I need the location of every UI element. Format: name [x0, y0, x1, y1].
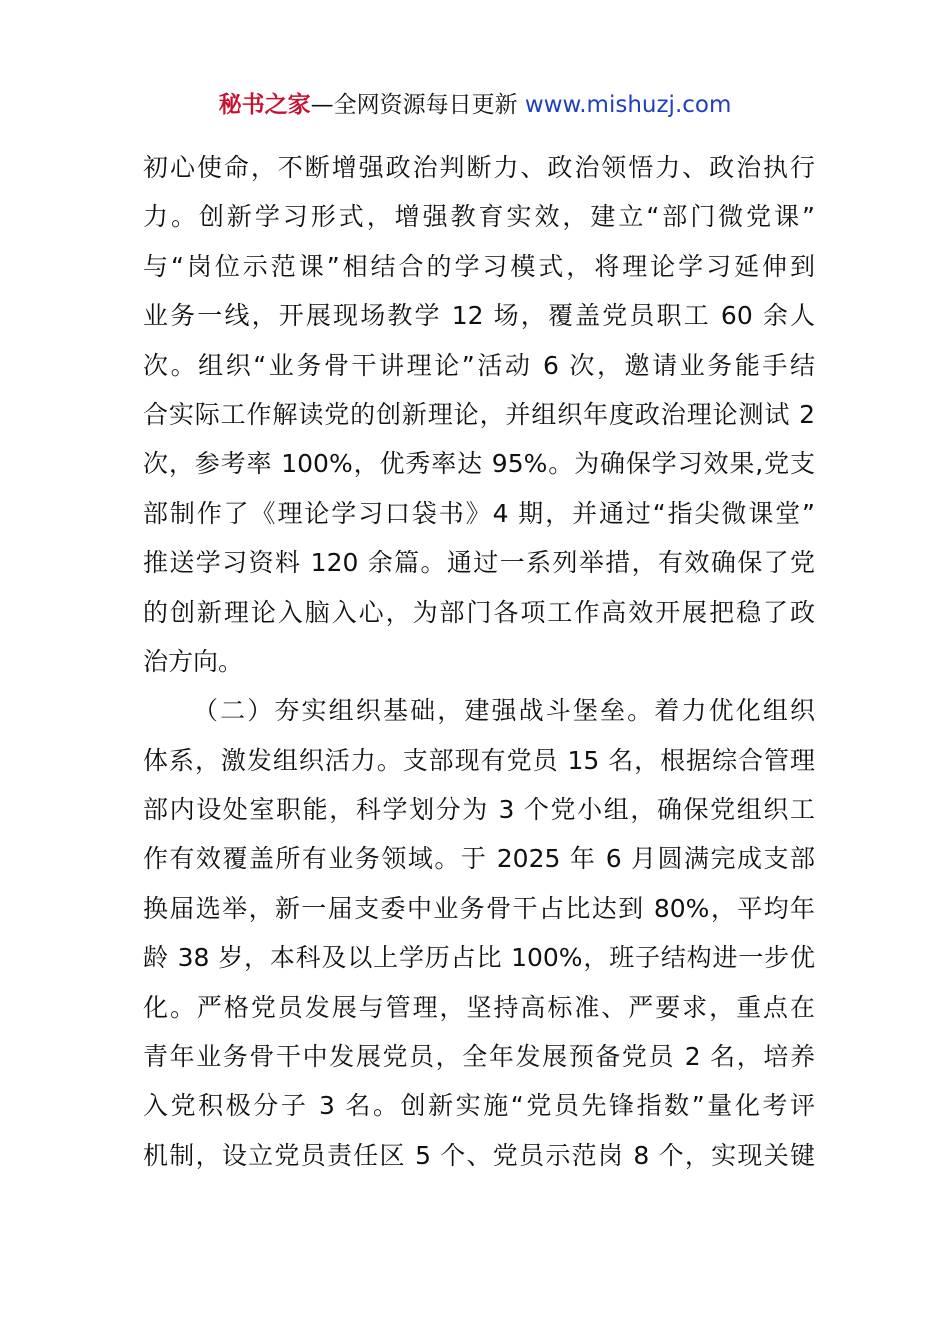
page-header: [0, 88, 950, 122]
text-line: 初心使命，不断增强政治判断力、政治领悟力、政治执行: [143, 153, 815, 182]
section-heading-line: （二）夯实组织基础，建强战斗堡垒。着力优化组织: [193, 696, 815, 726]
text-line: 部内设处室职能，科学划分为 3 个党小组，确保党组织工: [143, 795, 815, 825]
text-line: 龄 38 岁，本科及以上学历占比 100%，班子结构进一步优: [143, 943, 815, 973]
text-line: 化。严格党员发展与管理，坚持高标准、严要求，重点在: [143, 992, 815, 1022]
text-line: 青年业务骨干中发展党员，全年发展预备党员 2 名，培养: [143, 1042, 815, 1072]
text-line: 合实际工作解读党的创新理论，并组织年度政治理论测试 2: [143, 399, 815, 429]
text-line: 机制，设立党员责任区 5 个、党员示范岗 8 个，实现关键: [143, 1140, 815, 1170]
site-url-link[interactable]: www.mishuzj.com: [524, 92, 732, 118]
site-brand: 秘书之家: [218, 92, 311, 118]
text-line: 次，参考率 100%，优秀率达 95%。为确保学习效果,党支: [143, 449, 815, 479]
text-line: 体系，激发组织活力。支部现有党员 15 名，根据综合管理: [143, 745, 815, 775]
text-line: 力。创新学习形式，增强教育实效，建立“部门微党课”: [143, 202, 815, 232]
text-line: 入党积极分子 3 名。创新实施“党员先锋指数”量化考评: [143, 1091, 815, 1121]
text-line: 与“岗位示范课”相结合的学习模式，将理论学习延伸到: [143, 251, 815, 281]
document-body: [143, 143, 815, 1180]
text-line: 业务一线，开展现场教学 12 场，覆盖党员职工 60 余人: [143, 301, 815, 331]
text-line: 部制作了《理论学习口袋书》4 期，并通过“指尖微课堂”: [143, 498, 815, 528]
text-line: 次。组织“业务骨干讲理论”活动 6 次，邀请业务能手结: [143, 350, 815, 380]
text-line: 推送学习资料 120 余篇。通过一系列举措，有效确保了党: [143, 548, 815, 578]
site-tagline: —全网资源每日更新: [310, 92, 525, 118]
text-line: 作有效覆盖所有业务领域。于 2025 年 6 月圆满完成支部: [143, 844, 815, 874]
text-line: 换届选举，新一届支委中业务骨干占比达到 80%，平均年: [143, 893, 815, 923]
text-line: 的创新理论入脑入心，为部门各项工作高效开展把稳了政: [143, 597, 815, 627]
paragraph-end-line: 治方向。: [143, 646, 244, 676]
